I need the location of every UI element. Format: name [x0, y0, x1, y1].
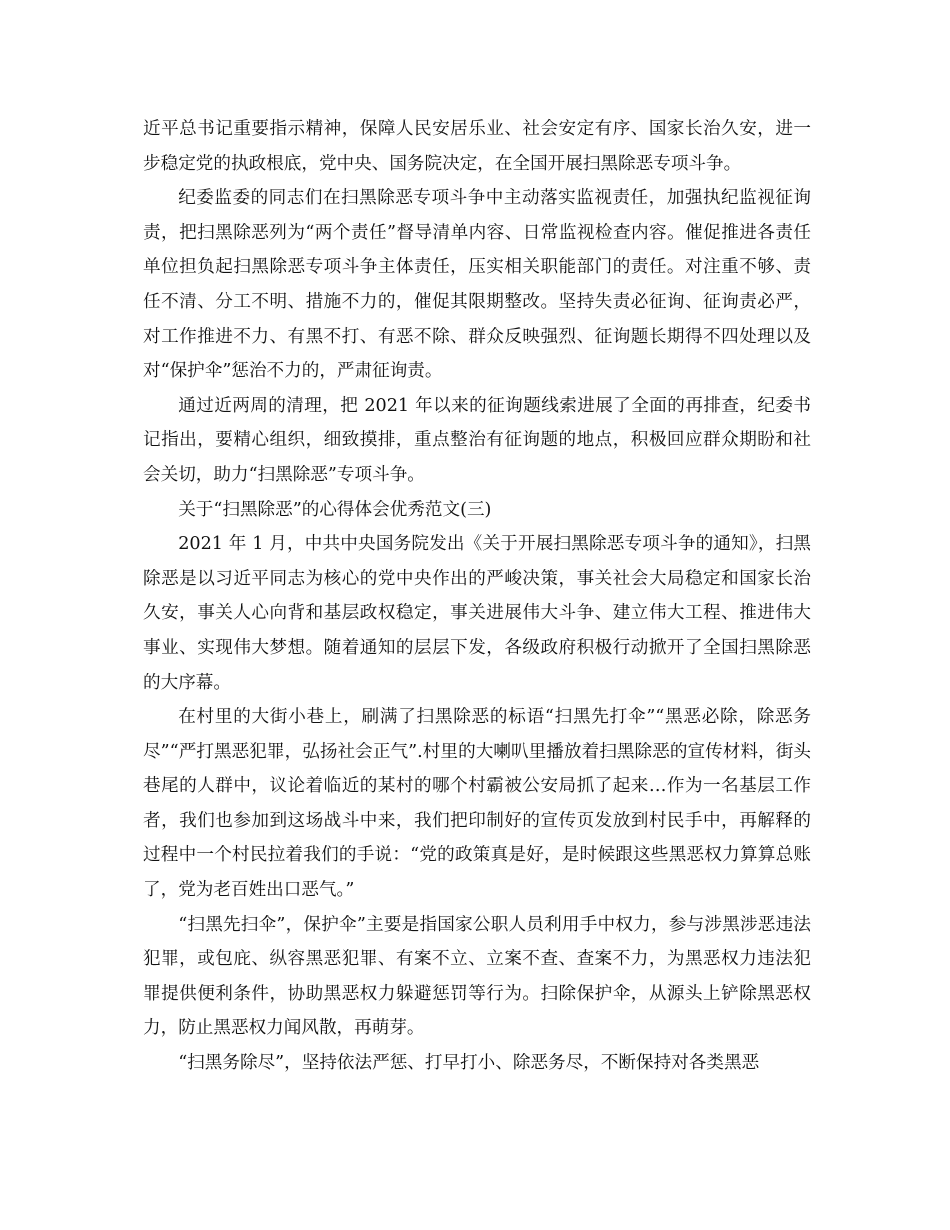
paragraph: 2021 年 1 月，中共中央国务院发出《关于开展扫黑除恶专项斗争的通知》，扫黑除恶是以习近平同志为核心的党中央作出的严峻决策，事关社会大局稳定和国家长治久安，事关人心向背和基层政权稳定，事关进展伟大斗争、建立伟大工程、推进伟大事业、实现伟大梦想。随着通知的层层下发，各级政府积极行动掀开了全国扫黑除恶的大序幕。: [143, 534, 811, 693]
paragraph: 纪委监委的同志们在扫黑除恶专项斗争中主动落实监视责任，加强执纪监视征询责，把扫黑除恶列为“两个责任”督导清单内容、日常监视检查内容。催促推进各责任单位担负起扫黑除恶专项斗争主体责任，压实相关职能部门的责任。对注重不够、责任不清、分工不明、措施不力的，催促其限期整改。坚持失责必征询、征询责必严，对工作推进不力、有黑不打、有恶不除、群众反映强烈、征询题长期得不四处理以及对“保护伞”惩治不力的，严肃征询责。: [143, 188, 811, 382]
document-body: [143, 112, 811, 1081]
section-heading: 关于“扫黑除恶”的心得体会优秀范文(三): [178, 499, 492, 520]
paragraph: 在村里的大街小巷上，刷满了扫黑除恶的标语“扫黑先打伞”“黑恶必除，除恶务尽”“严打黑恶犯罪，弘扬社会正气”.村里的大喇叭里播放着扫黑除恶的宣传材料，街头巷尾的人群中，议论着临近的某村的哪个村霸被公安局抓了起来…作为一名基层工作者，我们也参加到这场战斗中来，我们把印制好的宣传页发放到村民手中，再解释的过程中一个村民拉着我们的手说：“党的政策真是好，是时候跟这些黑恶权力算算总账了，党为老百姓出口恶气。”: [143, 707, 811, 901]
paragraph: 通过近两周的清理，把 2021 年以来的征询题线索进展了全面的再排查，纪委书记指出，要精心组织，细致摸排，重点整治有征询题的地点，积极回应群众期盼和社会关切，助力“扫黑除恶”专项斗争。: [143, 395, 811, 485]
paragraph-continuation: 近平总书记重要指示精神，保障人民安居乐业、社会安定有序、国家长治久安，进一步稳定党的执政根底，党中央、国务院决定，在全国开展扫黑除恶专项斗争。: [143, 119, 811, 174]
paragraph: “扫黑务除尽”，坚持依法严惩、打早打小、除恶务尽，不断保持对各类黑恶: [178, 1053, 760, 1074]
paragraph: “扫黑先扫伞”，保护伞”主要是指国家公职人员利用手中权力，参与涉黑涉恶违法犯罪，或包庇、纵容黑恶犯罪、有案不立、立案不查、查案不力，为黑恶权力违法犯罪提供便利条件，协助黑恶权力躲避惩罚等行为。扫除保护伞，从源头上铲除黑恶权力，防止黑恶权力闻风散，再萌芽。: [143, 914, 811, 1039]
